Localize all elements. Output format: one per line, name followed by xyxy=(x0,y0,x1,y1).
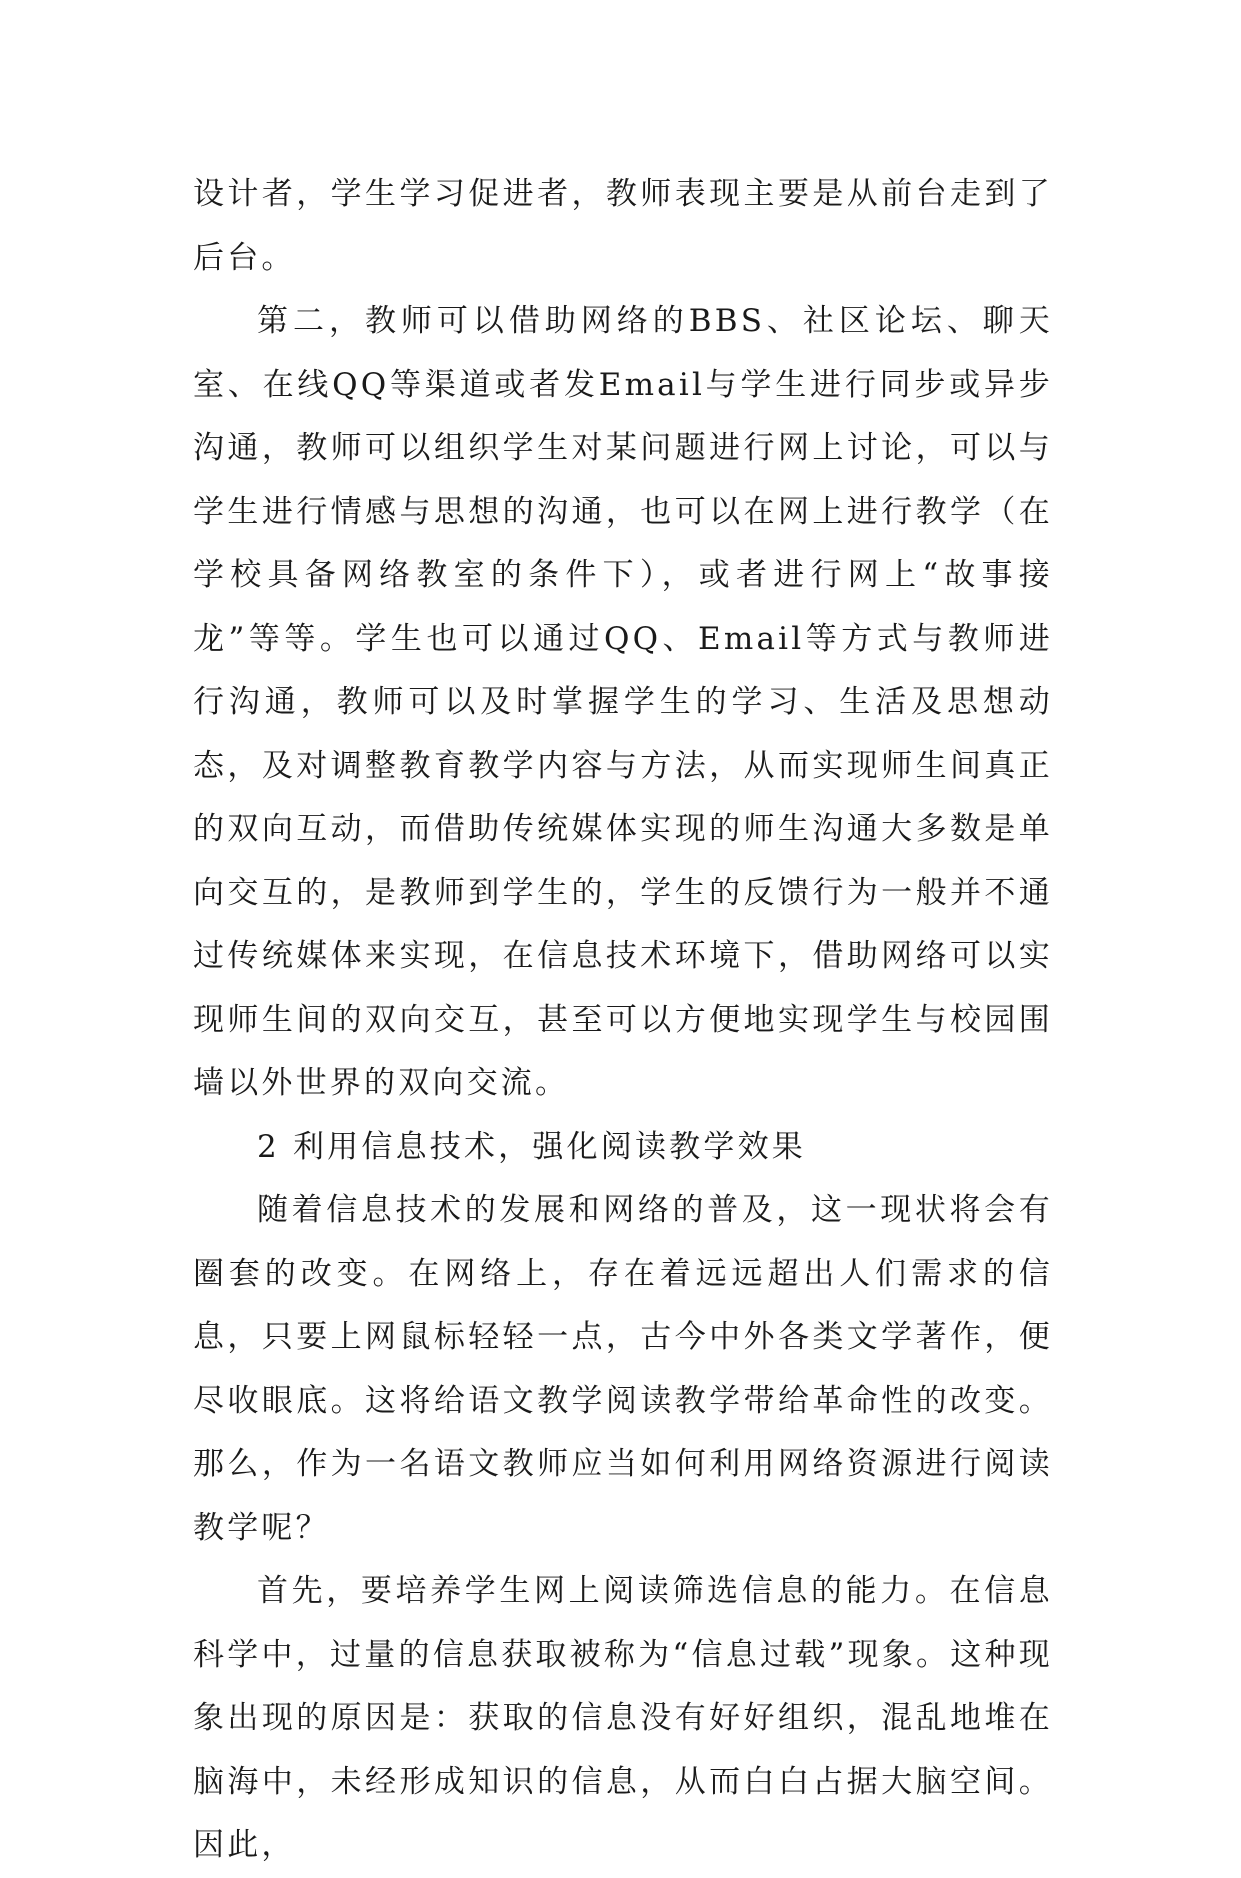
paragraph-reading-intro: 随着信息技术的发展和网络的普及，这一现状将会有圈套的改变。在网络上，存在着远远超出人们需求的信息，只要上网鼠标轻轻一点，古今中外各类文学著作，便尽收眼底。这将给语文教学阅读教学带给革命性的改变。那么，作为一名语文教师应当如何利用网络资源进行阅读教学呢？ xyxy=(193,1192,1053,1546)
paragraph-continuation: 设计者，学生学习促进者，教师表现主要是从前台走到了后台。 xyxy=(193,176,1053,276)
paragraph-first-method: 首先，要培养学生网上阅读筛选信息的能力。在信息科学中，过量的信息获取被称为“信息过载”现象。这种现象出现的原因是：获取的信息没有好好组织，混乱地堆在脑海中，未经形成知识的信息，从而白白占据大脑空间。因此， xyxy=(193,1573,1053,1863)
section-heading: 2 利用信息技术，强化阅读教学效果 xyxy=(257,1128,806,1165)
document-body xyxy=(193,163,1053,1878)
paragraph-second-point: 第二，教师可以借助网络的BBS、社区论坛、聊天室、在线QQ等渠道或者发Email与学生进行同步或异步沟通，教师可以组织学生对某问题进行网上讨论，可以与学生进行情感与思想的沟通，也可以在网上进行教学（在学校具备网络教室的条件下），或者进行网上“故事接龙”等等。学生也可以通过QQ、Email等方式与教师进行沟通，教师可以及时掌握学生的学习、生活及思想动态，及对调整教育教学内容与方法，从而实现师生间真正的双向互动，而借助传统媒体实现的师生沟通大多数是单向交互的，是教师到学生的，学生的反馈行为一般并不通过传统媒体来实现，在信息技术环境下，借助网络可以实现师生间的双向交互，甚至可以方便地实现学生与校园围墙以外世界的双向交流。 xyxy=(193,303,1053,1101)
